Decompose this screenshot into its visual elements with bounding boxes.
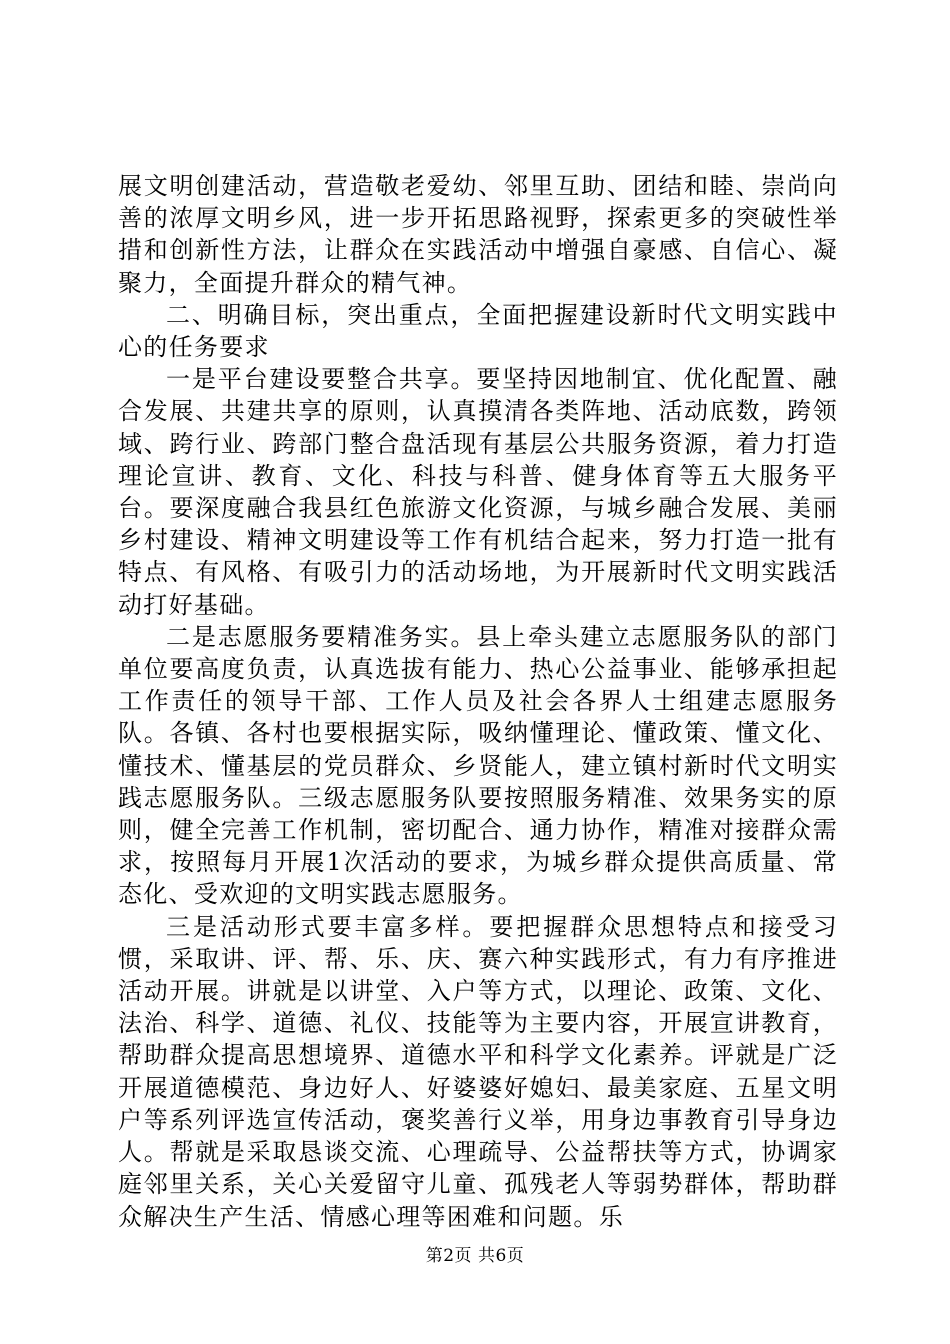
paragraph-volunteer: 二是志愿服务要精准务实。县上牵头建立志愿服务队的部门单位要高度负责，认真选拔有能力、热心公益事业、能够承担起工作责任的领导干部、工作人员及社会各界人士组建志愿服务队。各镇、各村也要根据实际，吸纳懂理论、懂政策、懂文化、懂技术、懂基层的党员群众、乡贤能人，建立镇村新时代文明实践志愿服务队。三级志愿服务队要按照服务精准、效果务实的原则，健全完善工作机制，密切配合、通力协作，精准对接群众需求，按照每月开展1次活动的要求，为城乡群众提供高质量、常态化、受欢迎的文明实践志愿服务。 — [118, 622, 838, 909]
page-footer: 第2页 共6页 — [425, 1246, 525, 1266]
paragraph-platform: 一是平台建设要整合共享。要坚持因地制宜、优化配置、融合发展、共建共享的原则，认真摸清各类阵地、活动底数，跨领域、跨行业、跨部门整合盘活现有基层公共服务资源，着力打造理论宣讲、教育、文化、科技与科普、健身体育等五大服务平台。要深度融合我县红色旅游文化资源，与城乡融合发展、美丽乡村建设、精神文明建设等工作有机结合起来，努力打造一批有特点、有风格、有吸引力的活动场地，为开展新时代文明实践活动打好基础。 — [118, 365, 838, 619]
section-heading: 二、明确目标，突出重点，全面把握建设新时代文明实践中心的任务要求 — [118, 300, 838, 362]
paragraph-activities: 三是活动形式要丰富多样。要把握群众思想特点和接受习惯，采取讲、评、帮、乐、庆、赛六种实践形式，有力有序推进活动开展。讲就是以讲堂、入户等方式，以理论、政策、文化、法治、科学、道德、礼仪、技能等为主要内容，开展宣讲教育，帮助群众提高思想境界、道德水平和科学文化素养。评就是广泛开展道德模范、身边好人、好婆婆好媳妇、最美家庭、五星文明户等系列评选宣传活动，褒奖善行义举，用身边事教育引导身边人。帮就是采取恳谈交流、心理疏导、公益帮扶等方式，协调家庭邻里关系，关心关爱留守儿童、孤残老人等弱势群体，帮助群众解决生产生活、情感心理等困难和问题。乐 — [118, 912, 838, 1231]
paragraph-continuation: 展文明创建活动，营造敬老爱幼、邻里互助、团结和睦、崇尚向善的浓厚文明乡风，进一步开拓思路视野，探索更多的突破性举措和创新性方法，让群众在实践活动中增强自豪感、自信心、凝聚力，全面提升群众的精气神。 — [118, 172, 838, 297]
document-body — [118, 170, 838, 1233]
